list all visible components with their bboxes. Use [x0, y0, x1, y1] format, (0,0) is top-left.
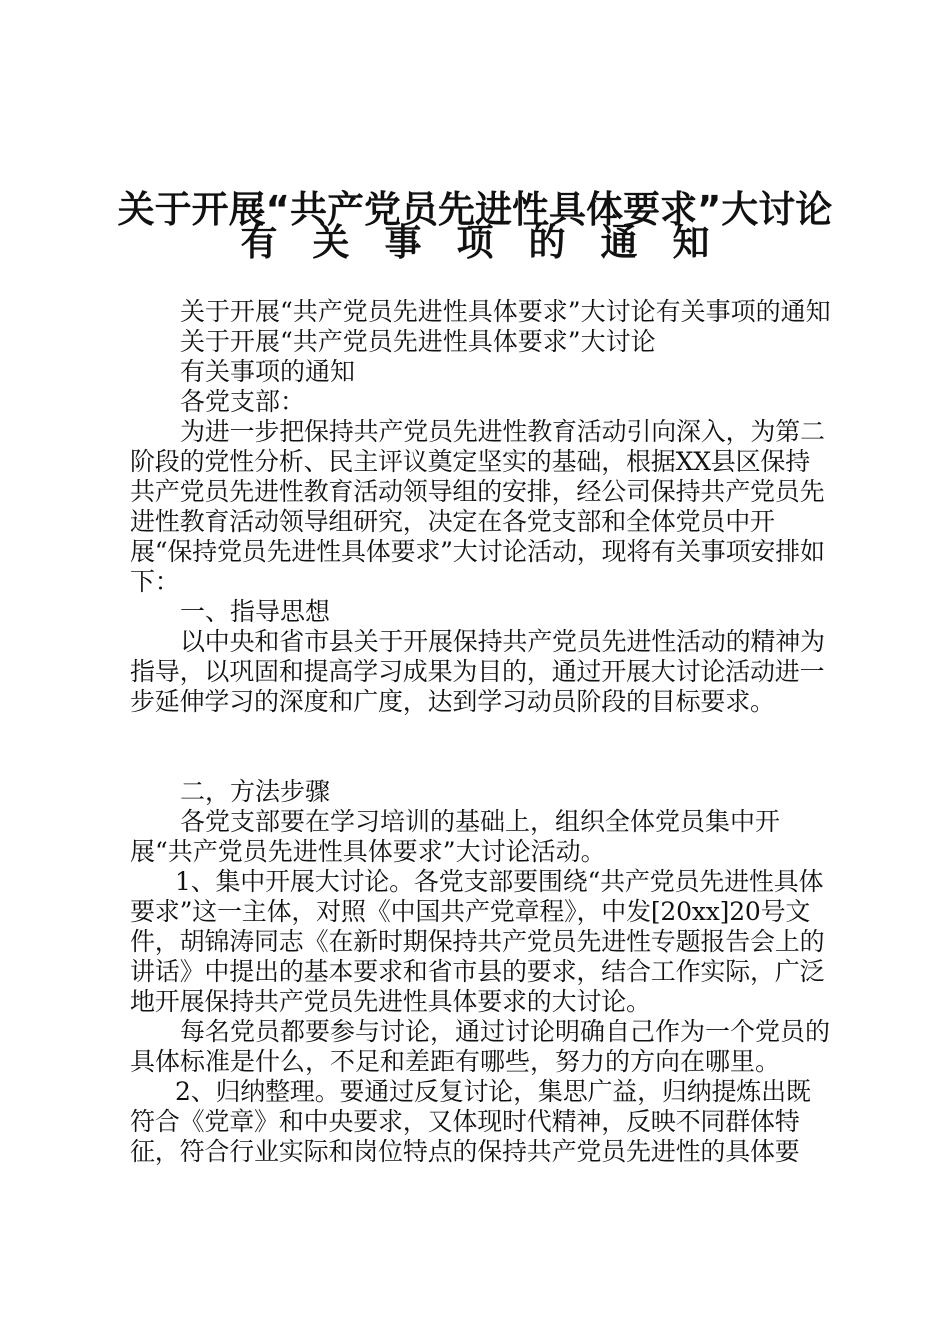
paragraph-step-2: 2、归纳整理。要通过反复讨论，集思广益，归纳提炼出既符合《党章》和中央要求，又体现时代精神，反映不同群体特征，符合行业实际和岗位特点的保持共产党员先进性的具体要 [130, 1077, 811, 1166]
paragraph-subtitle-line-2: 有关事项的通知 [180, 357, 356, 386]
section-heading-guiding-thought: 一、指导思想 [180, 597, 331, 626]
paragraph-guiding-thought: 以中央和省市县关于开展保持共产党员先进性活动的精神为指导，以巩固和提高学习成果为目的，通过开展大讨论活动进一步延伸学习的深度和广度，达到学习动员阶段的目标要求。 [130, 627, 825, 716]
paragraph-salutation: 各党支部： [180, 387, 306, 416]
paragraph-methods: 各党支部要在学习培训的基础上，组织全体党员集中开展“共产党员先进性具体要求”大讨论活动。 [130, 807, 781, 866]
paragraph-intro: 为进一步把保持共产党员先进性教育活动引向深入，为第二阶段的党性分析、民主评议奠定坚实的基础，根据XX县区保持共产党员先进性教育活动领导组的安排，经公司保持共产党员先进性教育活动领导组研究，决定在各党支部和全体党员中开展“保持党员先进性具体要求”大讨论活动，现将有关事项安排如下： [130, 417, 825, 596]
paragraph-step-1: 1、集中开展大讨论。各党支部要围绕“共产党员先进性具体要求”这一主体，对照《中国共产党章程》，中发[20xx]20号文件，胡锦涛同志《在新时期保持共产党员先进性专题报告会上的讲话》中提出的基本要求和省市县的要求，结合工作实际，广泛地开展保持共产党员先进性具体要求的大讨论。 [130, 867, 825, 1016]
document-body [130, 297, 832, 1167]
document-title-line-1: 关于开展“共产党员先进性具体要求”大讨论 [117, 188, 833, 231]
paragraph-subtitle-line-1: 关于开展“共产党员先进性具体要求”大讨论 [180, 327, 656, 356]
blank-line [130, 717, 832, 777]
section-heading-methods: 二，方法步骤 [180, 777, 331, 806]
document-title-line-2: 有关事项的通知 [240, 221, 745, 264]
paragraph-member-participation: 每名党员都要参与讨论，通过讨论明确自己作为一个党员的具体标准是什么，不足和差距有哪些，努力的方向在哪里。 [130, 1017, 831, 1076]
paragraph-repeat-title: 关于开展“共产党员先进性具体要求”大讨论有关事项的通知 [180, 297, 831, 326]
